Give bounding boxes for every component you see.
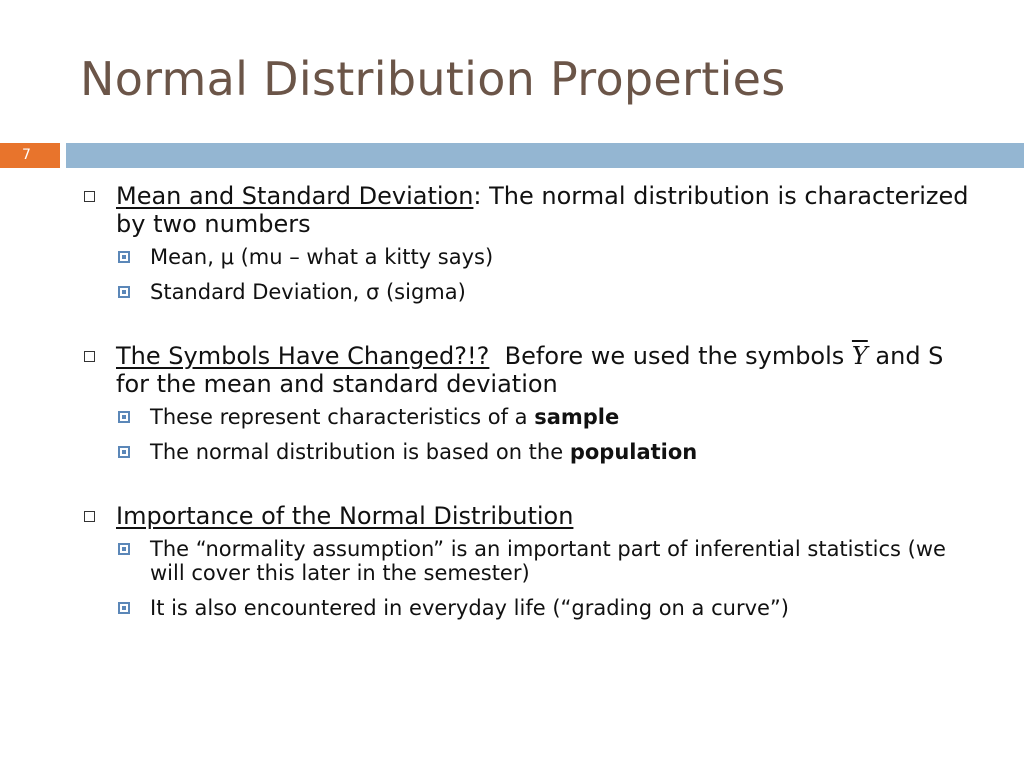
sub-item-text: The normal distribution is based on the xyxy=(150,440,570,464)
sub-item-everyday xyxy=(116,596,982,620)
bullet-mean-sd xyxy=(82,182,982,304)
accent-bar xyxy=(66,143,1024,168)
slide-title: Normal Distribution Properties xyxy=(80,52,786,106)
square-bullet-icon xyxy=(118,251,130,263)
bullet-heading: Mean and Standard Deviation xyxy=(116,182,474,210)
sub-item-sd xyxy=(116,280,982,304)
sub-list xyxy=(116,405,982,464)
bullet-heading: The Symbols Have Changed?!? xyxy=(116,342,490,370)
square-bullet-icon xyxy=(118,286,130,298)
slide-number-badge: 7 xyxy=(0,143,60,168)
sub-list xyxy=(116,245,982,304)
sub-item-sample xyxy=(116,405,982,429)
square-bullet-icon xyxy=(118,411,130,423)
sub-item-bold: population xyxy=(569,440,698,464)
bullet-text: and S for the mean and standard deviation xyxy=(116,342,944,398)
hollow-square-bullet-icon xyxy=(84,191,95,202)
hollow-square-bullet-icon xyxy=(84,511,95,522)
bullet-importance xyxy=(82,502,982,620)
sub-item-normality xyxy=(116,537,982,585)
sub-item-mean xyxy=(116,245,982,269)
sub-item-text: These represent characteristics of a xyxy=(150,405,535,429)
bullet-symbols-changed xyxy=(82,342,982,464)
sub-item-text: It is also encountered in everyday life (“grading on a curve”) xyxy=(150,596,789,620)
sub-item-bold: sample xyxy=(534,405,620,429)
sub-item-text: Mean, μ (mu – what a kitty says) xyxy=(150,245,494,269)
bullet-heading: Importance of the Normal Distribution xyxy=(116,502,574,530)
square-bullet-icon xyxy=(118,446,130,458)
sub-list xyxy=(116,537,982,620)
bullet-text: : The normal distribution is characterized by two numbers xyxy=(116,182,969,238)
sub-item-text: The “normality assumption” is an important part of inferential statistics (we will cover this later in the semester) xyxy=(150,537,946,585)
sub-item-population xyxy=(116,440,982,464)
y-bar-symbol: $\overline{Y}$ xyxy=(851,342,868,370)
square-bullet-icon xyxy=(118,543,130,555)
square-bullet-icon xyxy=(118,602,130,614)
hollow-square-bullet-icon xyxy=(84,351,95,362)
bullet-text: Before we used the symbols xyxy=(489,342,852,370)
sub-item-text: Standard Deviation, σ (sigma) xyxy=(150,280,466,304)
slide-body xyxy=(82,182,982,620)
